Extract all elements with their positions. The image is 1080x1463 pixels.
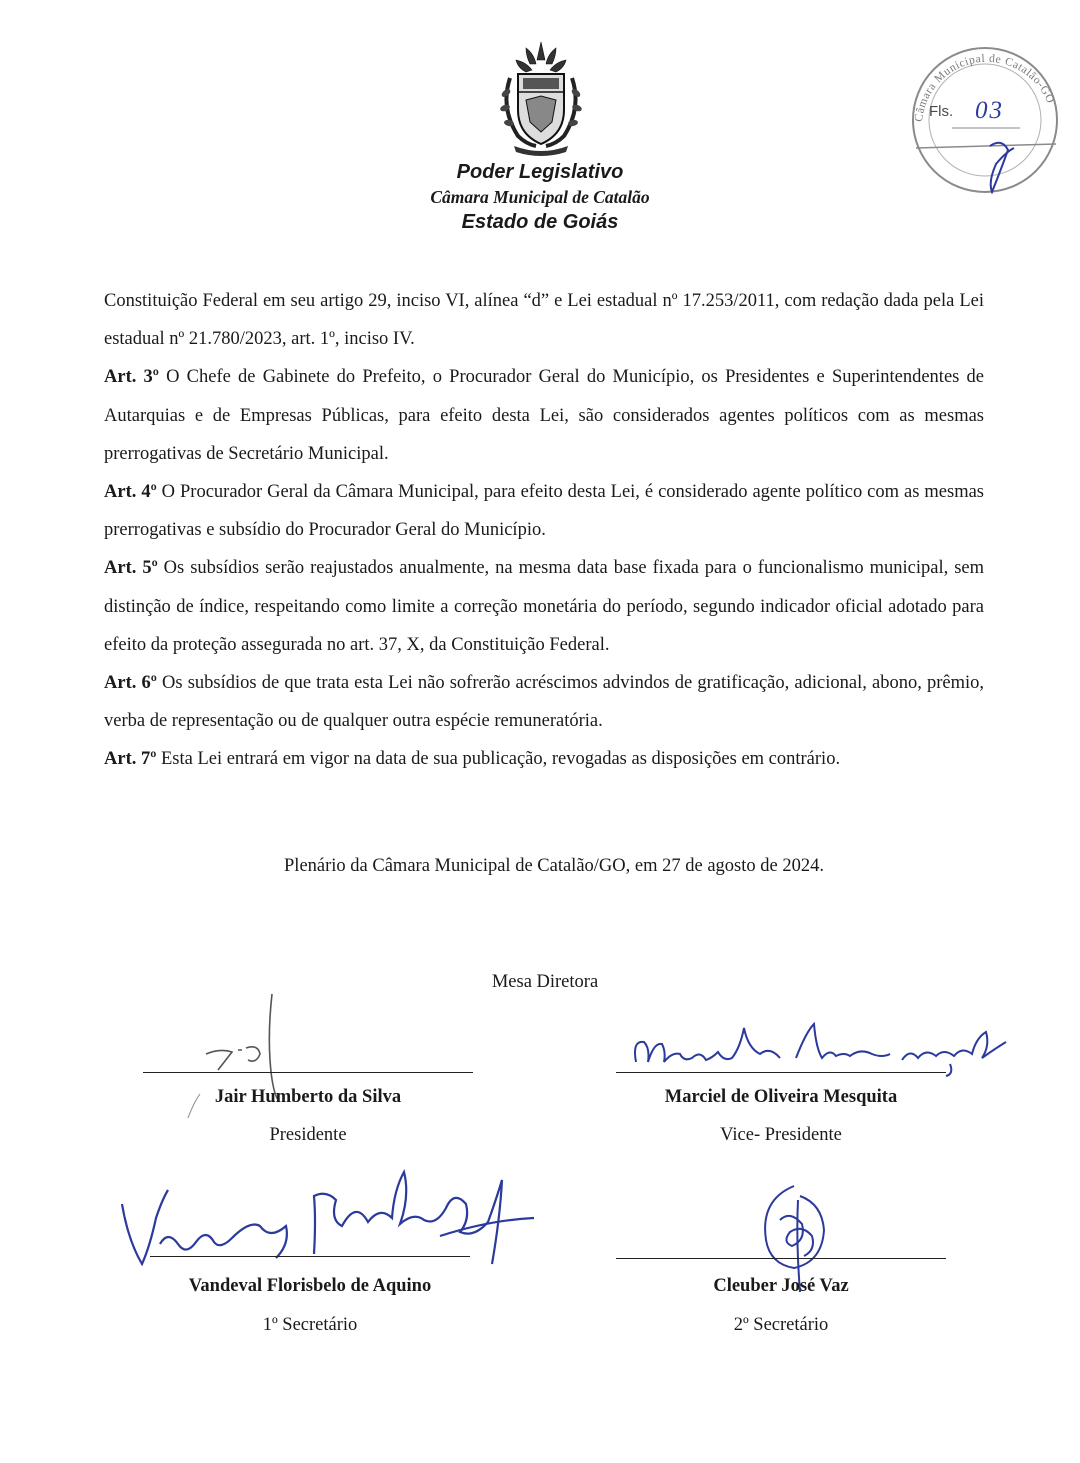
signatory-role-segundo-secretario: 2º Secretário <box>733 1315 829 1335</box>
mesa-diretora-heading: Mesa Diretora <box>491 972 599 992</box>
signature-line-primeiro-secretario <box>150 1256 470 1257</box>
document-body <box>104 282 984 779</box>
article-label: Art. 3º <box>104 367 159 388</box>
stamp-page-number: 03 <box>975 97 1004 124</box>
intro-paragraph: Constituição Federal em seu artigo 29, inciso VI, alínea “d” e Lei estadual nº 17.253/2011, com redação dada pela Lei estadual nº 21.780/2023, art. 1º, inciso IV. <box>104 291 984 350</box>
signature-line-vice-presidente <box>616 1072 946 1073</box>
article-label: Art. 7º <box>104 749 157 770</box>
article-7 <box>104 740 984 778</box>
header-estado: Estado de Goiás <box>461 211 619 233</box>
article-label: Art. 4º <box>104 482 157 503</box>
article-text: Os subsídios de que trata esta Lei não sofrerão acréscimos advindos de gratificação, adicional, abono, prêmio, verba de representação ou de qualquer outra espécie remuneratória. <box>104 673 984 732</box>
header-camara-municipal: Câmara Municipal de Catalão <box>430 187 650 207</box>
article-4 <box>104 473 984 549</box>
signatory-name-vice-presidente: Marciel de Oliveira Mesquita <box>664 1087 898 1107</box>
article-label: Art. 6º <box>104 673 157 694</box>
article-text: O Chefe de Gabinete do Prefeito, o Procurador Geral do Município, os Presidentes e Superintendentes de Autarquias e de Empresas Públicas, para efeito desta Lei, são considerados agentes políticos com as mesmas prerrogativas de Secretário Municipal. <box>104 367 985 464</box>
signature-line-segundo-secretario <box>616 1258 946 1259</box>
stamp-fls-label: Fls. <box>929 103 954 120</box>
article-text: O Procurador Geral da Câmara Municipal, para efeito desta Lei, é considerado agente político com as mesmas prerrogativas e subsídio do Procurador Geral do Município. <box>104 482 984 541</box>
signatory-name-presidente: Jair Humberto da Silva <box>214 1087 402 1107</box>
article-text: Os subsídios serão reajustados anualmente, na mesma data base fixada para o funcionalismo municipal, sem distinção de índice, respeitando como limite a correção monetária do período, segundo indicador oficial adotado para efeito da proteção assegurada no art. 37, X, da Constituição Federal. <box>104 558 985 655</box>
signatory-role-vice-presidente: Vice- Presidente <box>720 1125 842 1145</box>
signatory-name-primeiro-secretario: Vandeval Florisbelo de Aquino <box>188 1276 432 1296</box>
signature-vice-presidente <box>610 1018 1020 1078</box>
stamp-ring-text: Câmara Municipal de Catalão-GO <box>912 52 1057 123</box>
signatory-role-primeiro-secretario: 1º Secretário <box>262 1315 358 1335</box>
article-5 <box>104 549 984 664</box>
signatory-role-presidente: Presidente <box>269 1125 347 1145</box>
signature-line-presidente <box>143 1072 473 1073</box>
article-3 <box>104 358 984 473</box>
signatory-name-segundo-secretario: Cleuber José Vaz <box>713 1276 849 1296</box>
article-text: Esta Lei entrará em vigor na data de sua publicação, revogadas as disposições em contrário. <box>156 749 841 770</box>
closing-place-date: Plenário da Câmara Municipal de Catalão/GO, em 27 de agosto de 2024. <box>284 856 824 876</box>
header-poder-legislativo: Poder Legislativo <box>456 161 624 183</box>
article-label: Art. 5º <box>104 558 158 579</box>
article-6 <box>104 664 984 740</box>
coat-of-arms-emblem <box>496 38 586 156</box>
